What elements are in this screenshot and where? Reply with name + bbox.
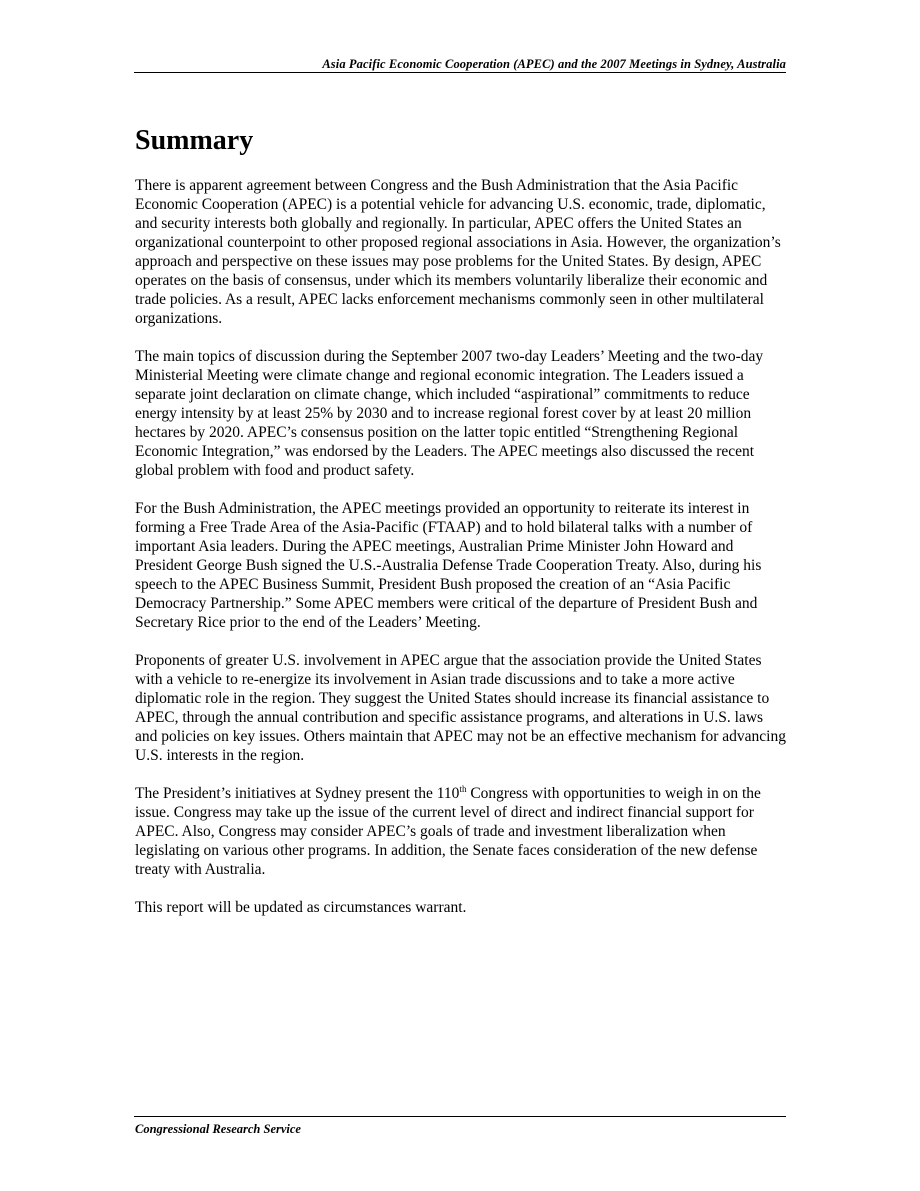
paragraph-5-rest: Congress with opportunities to weigh in on the issue. Congress may take up the issue of the current level of direct and indirect financial support for APEC. Also, Congress may consider APEC’s goals of trade and investment liberalization when legislating on various other programs. In addition, the Senate faces consideration of the new defense treaty with Australia. bbox=[135, 785, 761, 878]
paragraph-5-lead: The President’s initiatives at Sydney present the 110 bbox=[135, 785, 460, 802]
summary-body bbox=[135, 176, 787, 936]
paragraph-4: Proponents of greater U.S. involvement in APEC argue that the association provide the United States with a vehicle to re-energize its involvement in Asian trade discussions and to take a more active diplomatic role in the region. They suggest the United States should increase its financial assistance to APEC, through the annual contribution and specific assistance programs, and alterations in U.S. laws and policies on key issues. Others maintain that APEC may not be an effective mechanism for advancing U.S. interests in the region. bbox=[135, 652, 786, 764]
page-title: Summary bbox=[135, 125, 254, 156]
paragraph-5 bbox=[135, 784, 787, 879]
paragraph-1: There is apparent agreement between Congress and the Bush Administration that the Asia Pacific Economic Cooperation (APEC) is a potential vehicle for advancing U.S. economic, trade, diplomatic, and security interests both globally and regionally. In particular, APEC offers the United States an organizational counterpoint to other proposed regional associations in Asia. However, the organization’s approach and perspective on these issues may pose problems for the United States. By design, APEC operates on the basis of consensus, under which its members voluntarily liberalize their economic and trade policies. As a result, APEC lacks enforcement mechanisms commonly seen in other multilateral organizations. bbox=[135, 177, 781, 327]
header-divider bbox=[134, 72, 786, 73]
paragraph-2: The main topics of discussion during the September 2007 two-day Leaders’ Meeting and the two-day Ministerial Meeting were climate change and regional economic integration. The Leaders issued a separate joint declaration on climate change, which included “aspirational” commitments to reduce energy intensity by at least 25% by 2030 and to increase regional forest cover by at least 20 million hectares by 2020. APEC’s consensus position on the latter topic entitled “Strengthening Regional Economic Integration,” was endorsed by the Leaders. The APEC meetings also discussed the recent global problem with food and product safety. bbox=[135, 348, 764, 479]
footer-divider bbox=[134, 1116, 786, 1117]
ordinal-superscript: th bbox=[459, 784, 467, 794]
paragraph-3: For the Bush Administration, the APEC meetings provided an opportunity to reiterate its interest in forming a Free Trade Area of the Asia-Pacific (FTAAP) and to hold bilateral talks with a number of important Asia leaders. During the APEC meetings, Australian Prime Minister John Howard and President George Bush signed the U.S.-Australia Defense Trade Cooperation Treaty. Also, during his speech to the APEC Business Summit, President Bush proposed the creation of an “Asia Pacific Democracy Partnership.” Some APEC members were critical of the departure of President Bush and Secretary Rice prior to the end of the Leaders’ Meeting. bbox=[135, 500, 762, 631]
closing-paragraph: This report will be updated as circumstances warrant. bbox=[135, 899, 467, 916]
footer-label: Congressional Research Service bbox=[135, 1122, 301, 1136]
running-header: Asia Pacific Economic Cooperation (APEC) and the 2007 Meetings in Sydney, Australia bbox=[322, 57, 786, 71]
